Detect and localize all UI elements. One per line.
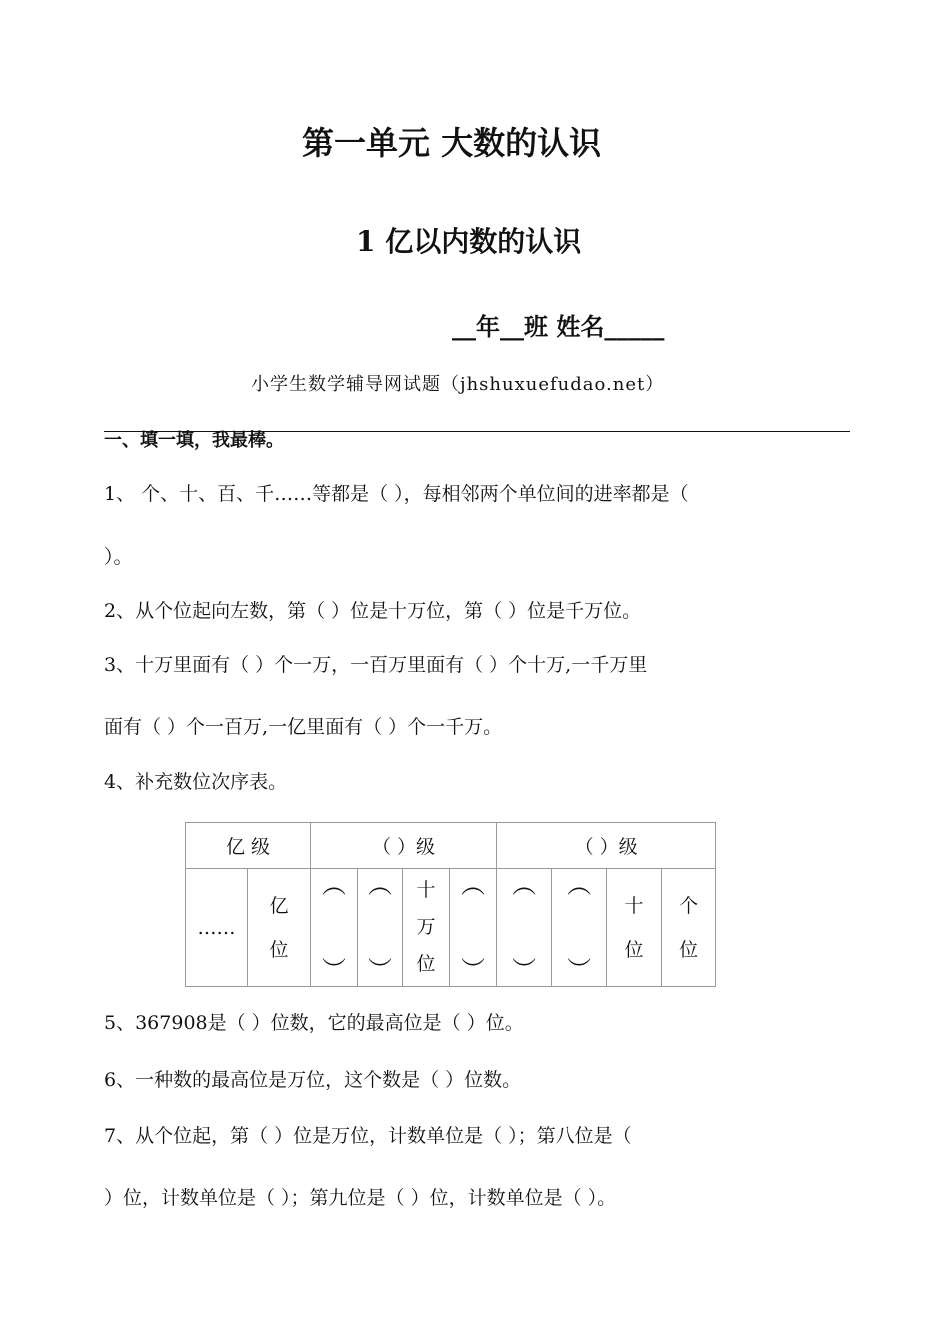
question-1-line-1: 1、 个、十、百、千……等都是（ ），每相邻两个单位间的进率都是（ <box>104 483 689 505</box>
section-heading: 一、填一填，我最棒。 <box>104 430 284 451</box>
cell-blank-3: ︵ ︶ <box>450 869 497 987</box>
cell-yi-wei: 亿 位 <box>248 869 311 987</box>
question-3-line-1: 3、十万里面有（ ）个一万，一百万里面有（ ）个十万,一千万里 <box>104 654 648 676</box>
header-ge-level: （ ）级 <box>497 823 716 869</box>
question-2: 2、从个位起向左数，第（ ）位是十万位，第（ ）位是千万位。 <box>104 600 642 622</box>
header-yi-level: 亿 级 <box>186 823 311 869</box>
lesson-title: 1 亿以内数的认识 <box>356 225 582 258</box>
question-7-line-2: ）位，计数单位是（ ）；第九位是（ ）位，计数单位是（ ）。 <box>104 1187 617 1209</box>
cell-blank-2: ︵ ︶ <box>358 869 403 987</box>
question-1-line-2: ）。 <box>104 546 133 568</box>
cell-ellipsis: …… <box>186 869 248 987</box>
header-wan-level: （ ）级 <box>311 823 497 869</box>
question-5: 5、367908是（ ）位数，它的最高位是（ ）位。 <box>104 1012 524 1034</box>
question-3-line-2: 面有（ ）个一百万,一亿里面有（ ）个一千万。 <box>104 716 503 738</box>
cell-blank-5: ︵ ︶ <box>552 869 607 987</box>
cell-shi-wei: 十 位 <box>607 869 662 987</box>
cell-shi-wan-wei: 十 万 位 <box>403 869 450 987</box>
cell-blank-1: ︵ ︶ <box>311 869 358 987</box>
page-title: 第一单元 大数的认识 <box>302 124 602 162</box>
question-6: 6、一种数的最高位是万位，这个数是（ ）位数。 <box>104 1069 522 1091</box>
source-line: 小学生数学辅导网试题（jhshuxuefudao.net） <box>251 374 665 395</box>
divider-line <box>104 431 850 432</box>
place-value-table <box>185 822 716 987</box>
cell-ge-wei: 个 位 <box>662 869 716 987</box>
cell-blank-4: ︵ ︶ <box>497 869 552 987</box>
question-7-line-1: 7、从个位起，第（ ）位是万位，计数单位是（ ）；第八位是（ <box>104 1125 632 1147</box>
class-name-line: __年__班 姓名_____ <box>452 312 665 341</box>
question-4: 4、补充数位次序表。 <box>104 771 288 793</box>
